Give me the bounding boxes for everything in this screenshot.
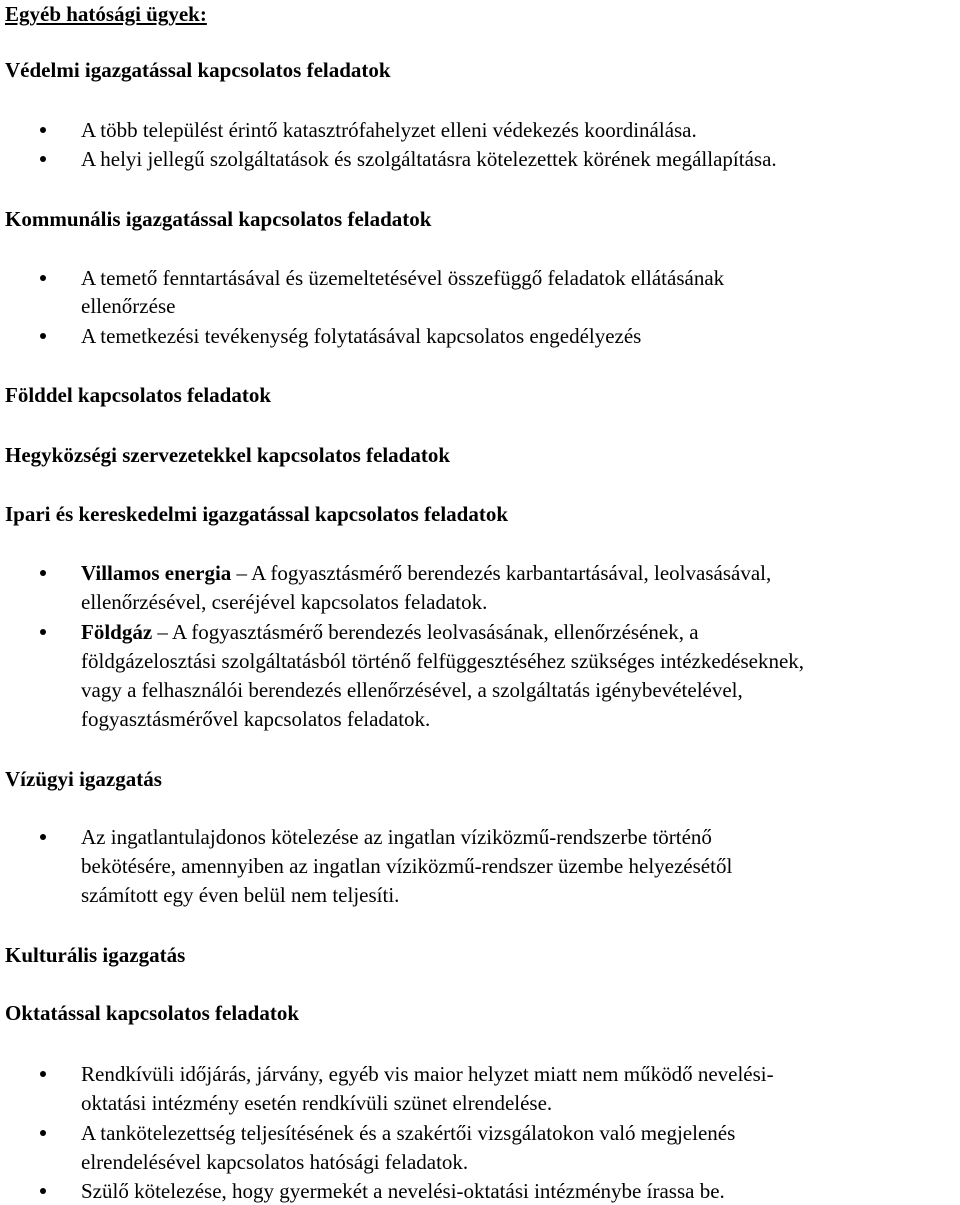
list-item-text: földgázelosztási szolgáltatásból történő felfüggesztéséhez szükséges intézkedéseknek,: [81, 649, 805, 673]
section-title-hegykozsegi: Hegyközségi szervezetekkel kapcsolatos feladatok: [5, 443, 451, 467]
bullet-icon: [40, 629, 46, 635]
bullet-icon: [40, 1071, 46, 1077]
bullet-icon: [40, 127, 46, 133]
list-item-text: Az ingatlantulajdonos kötelezése az ingatlan víziközmű-rendszerbe történő: [81, 825, 712, 849]
list-item-text: számított egy éven belül nem teljesíti.: [81, 883, 400, 907]
list-item-text: vagy a felhasználói berendezés ellenőrzésével, a szolgáltatás igénybevételével,: [81, 678, 743, 702]
item-rest: – A fogyasztásmérő berendezés karbantartásával, leolvasásával,: [231, 561, 772, 585]
item-lead: Földgáz: [81, 620, 153, 644]
bullet-icon: [40, 834, 46, 840]
list-item-text: A tankötelezettség teljesítésének és a szakértői vizsgálatokon való megjelenés: [81, 1121, 736, 1145]
section-title-oktatas: Oktatással kapcsolatos feladatok: [5, 1001, 300, 1025]
item-lead: Villamos energia: [81, 561, 232, 585]
list-item-text: ellenőrzése: [81, 294, 176, 318]
list-item-text: oktatási intézmény esetén rendkívüli szünet elrendelése.: [81, 1091, 553, 1115]
list-item-text: elrendelésével kapcsolatos hatósági feladatok.: [81, 1150, 469, 1174]
section-title-vizugyi: Vízügyi igazgatás: [5, 767, 162, 791]
section-title-kulturalis: Kulturális igazgatás: [5, 943, 186, 967]
list-item-text: A temető fenntartásával és üzemeltetésével összefüggő feladatok ellátásának: [81, 266, 725, 290]
list-item-text: ellenőrzésével, cseréjével kapcsolatos feladatok.: [81, 590, 488, 614]
list-item-text: Szülő kötelezése, hogy gyermekét a nevelési-oktatási intézménybe írassa be.: [81, 1179, 725, 1203]
section-title-vedelmi: Védelmi igazgatással kapcsolatos feladatok: [5, 58, 391, 82]
bullet-icon: [40, 1130, 46, 1136]
list-item-text: bekötésére, amennyiben az ingatlan víziközmű-rendszer üzembe helyezésétől: [81, 854, 733, 878]
list-item-text: Rendkívüli időjárás, járvány, egyéb vis maior helyzet miatt nem működő nevelési-: [81, 1062, 774, 1086]
item-rest: – A fogyasztásmérő berendezés leolvasásának, ellenőrzésének, a: [152, 620, 699, 644]
bullet-icon: [40, 275, 46, 281]
section-title-folddel: Földdel kapcsolatos feladatok: [5, 383, 272, 407]
bullet-icon: [40, 333, 46, 339]
list-item-text: A több települést érintő katasztrófahelyzet elleni védekezés koordinálása.: [81, 118, 697, 142]
list-item-text: A helyi jellegű szolgáltatások és szolgáltatásra kötelezettek körének megállapítása.: [81, 147, 777, 171]
section-title-kommunalis: Kommunális igazgatással kapcsolatos feladatok: [5, 207, 432, 231]
list-item-text: [81, 618, 699, 646]
bullet-icon: [40, 570, 46, 576]
list-item-text: fogyasztásmérővel kapcsolatos feladatok.: [81, 707, 431, 731]
list-item-text: A temetkezési tevékenység folytatásával kapcsolatos engedélyezés: [81, 324, 642, 348]
bullet-icon: [40, 1188, 46, 1194]
section-title-ipari: Ipari és kereskedelmi igazgatással kapcsolatos feladatok: [5, 502, 509, 526]
section-title-egyeb: Egyéb hatósági ügyek:: [5, 2, 207, 26]
list-item-text: [81, 559, 771, 587]
bullet-icon: [40, 156, 46, 162]
